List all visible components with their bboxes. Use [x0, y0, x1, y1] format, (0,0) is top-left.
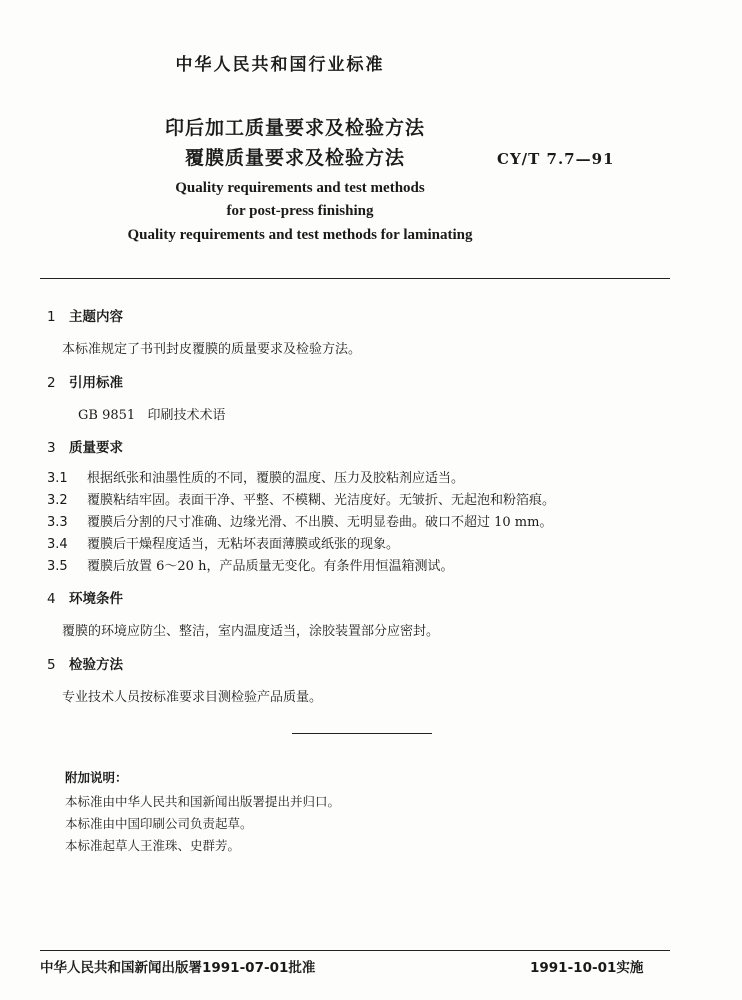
section-4-heading [47, 587, 123, 607]
document-title-line-1: 印后加工质量要求及检验方法 [164, 117, 425, 139]
section-title: 主题内容 [69, 309, 123, 325]
industry-standard-header: 中华人民共和国行业标准 [175, 55, 385, 75]
clause-number: 3.5 [47, 559, 68, 574]
footer-divider [40, 950, 670, 951]
section-title: 质量要求 [69, 440, 123, 456]
section-5-heading [47, 653, 123, 673]
note-line: 本标准由中华人民共和国新闻出版署提出并归口。 [65, 794, 341, 809]
clause-3-2 [47, 489, 555, 508]
effective-date: 1991-10-01实施 [530, 960, 644, 976]
clause-text: 覆膜粘结牢固。表面干净、平整、不模糊、光洁度好。无皱折、无起泡和粉箔痕。 [87, 493, 556, 508]
clause-3-3 [47, 511, 552, 530]
clause-text: 根据纸张和油墨性质的不同，覆膜的温度、压力及胶粘剂应适当。 [87, 471, 465, 486]
section-number: 5 [47, 657, 56, 673]
end-of-text-divider [292, 733, 432, 734]
clause-text: 覆膜后分割的尺寸准确、边缘光滑、不出膜、无明显卷曲。破口不超过 10 mm。 [87, 515, 553, 530]
clause-text: 覆膜后干燥程度适当，无粘坏表面薄膜或纸张的现象。 [87, 537, 400, 552]
note-line: 本标准由中国印刷公司负责起草。 [65, 816, 253, 831]
document-title-line-2: 覆膜质量要求及检验方法 [184, 147, 405, 169]
header-divider [40, 278, 670, 279]
clause-3-1 [47, 467, 464, 486]
clause-number: 3.2 [47, 493, 68, 508]
section-4-text: 覆膜的环境应防尘、整洁，室内温度适当，涂胶装置部分应密封。 [62, 624, 440, 639]
section-title: 环境条件 [69, 591, 123, 607]
standard-code: CY/T 7.7—91 [497, 150, 615, 168]
clause-number: 3.3 [47, 515, 68, 530]
section-1-heading [47, 305, 123, 325]
section-5-text: 专业技术人员按标准要求目测检验产品质量。 [62, 690, 323, 705]
english-title-line-1: Quality requirements and test methods [175, 180, 425, 196]
section-title: 引用标准 [69, 375, 123, 391]
english-title-line-3: Quality requirements and test methods for laminating [127, 227, 473, 243]
section-2-text: GB 9851 印刷技术术语 [78, 408, 226, 423]
section-3-heading [47, 436, 123, 456]
approval-date: 中华人民共和国新闻出版署1991-07-01批准 [40, 960, 316, 976]
section-2-heading [47, 371, 123, 391]
clause-number: 3.1 [47, 471, 68, 486]
section-title: 检验方法 [69, 657, 123, 673]
notes-heading: 附加说明： [65, 770, 128, 785]
english-title-line-2: for post-press finishing [226, 203, 374, 219]
clause-text: 覆膜后放置 6～20 h，产品质量无变化。有条件用恒温箱测试。 [87, 559, 454, 574]
section-number: 4 [47, 591, 56, 607]
note-line: 本标准起草人王淮珠、史群芳。 [65, 838, 241, 853]
section-number: 2 [47, 375, 56, 391]
clause-3-4 [47, 533, 399, 552]
section-number: 1 [47, 309, 56, 325]
clause-number: 3.4 [47, 537, 68, 552]
clause-3-5 [47, 555, 453, 574]
section-1-text: 本标准规定了书刊封皮覆膜的质量要求及检验方法。 [62, 342, 362, 357]
section-number: 3 [47, 440, 56, 456]
